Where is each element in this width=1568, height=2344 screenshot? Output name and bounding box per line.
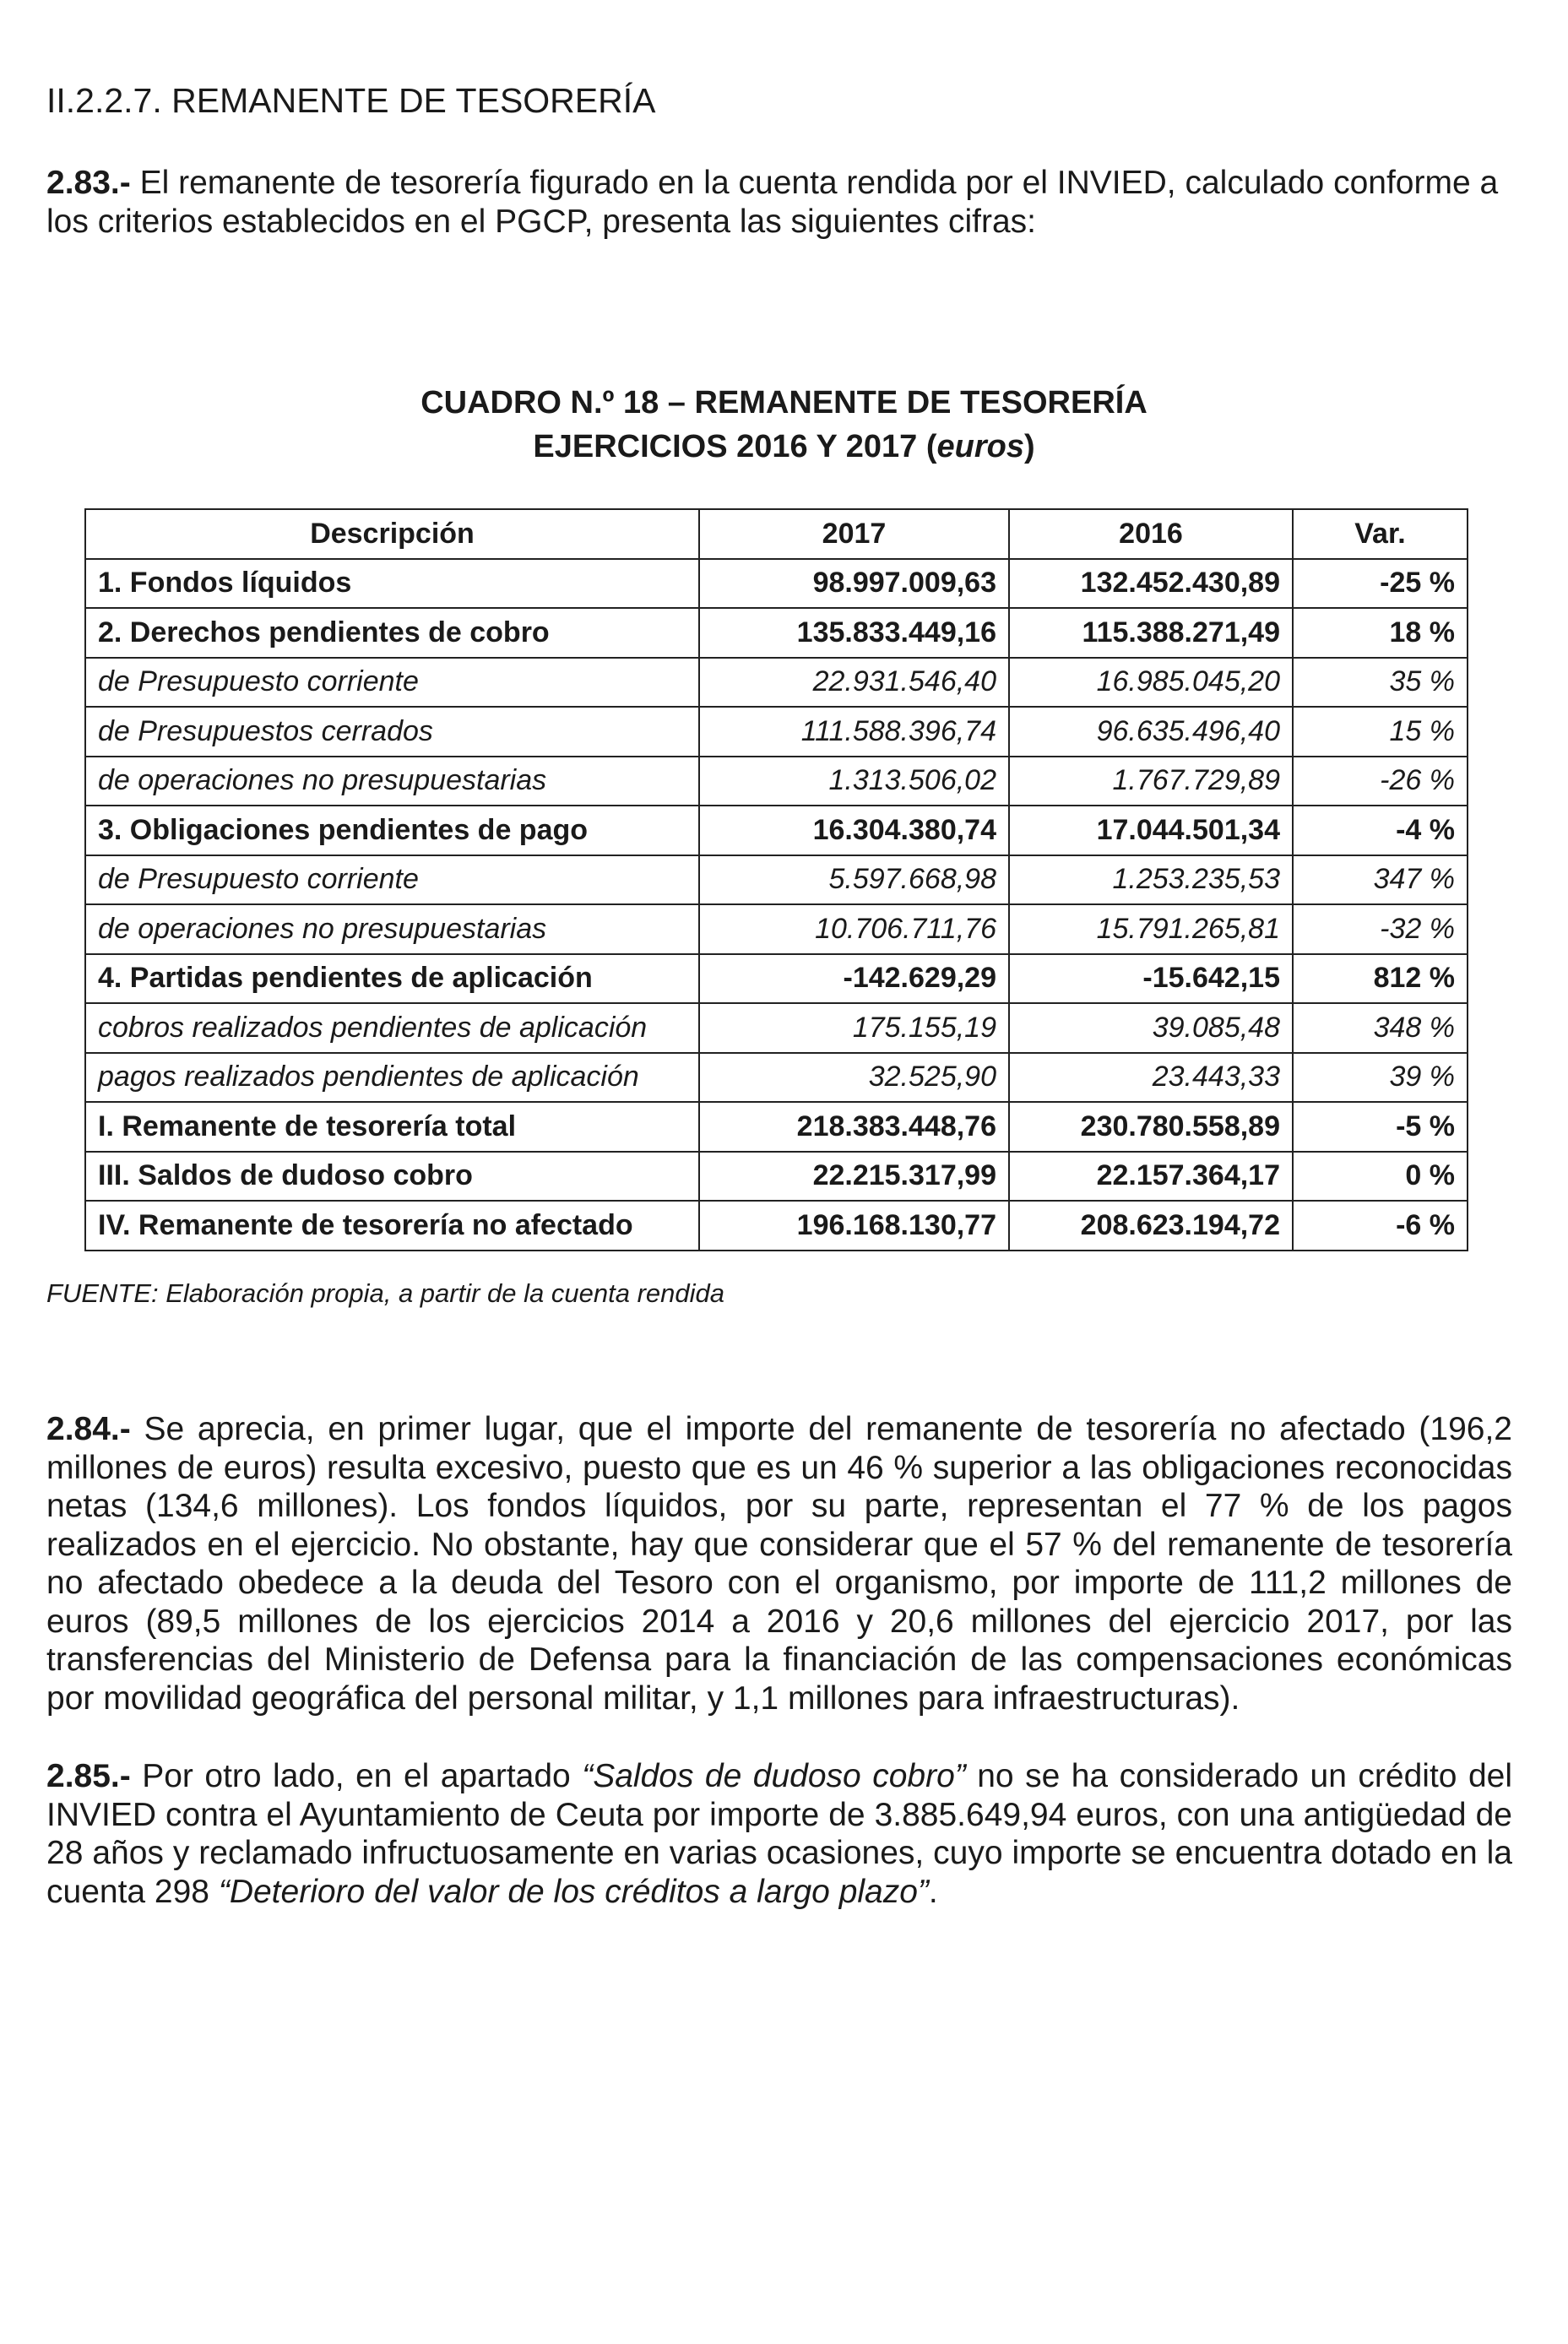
- cell-2016: 17.044.501,34: [1009, 806, 1293, 855]
- cell-2017: 22.215.317,99: [699, 1152, 1009, 1202]
- paragraph-2-85: [46, 1757, 1512, 1911]
- cell-2016: 1.767.729,89: [1009, 757, 1293, 806]
- header-var: Var.: [1293, 509, 1468, 559]
- cell-descripcion: 2. Derechos pendientes de cobro: [85, 608, 699, 658]
- header-descripcion: Descripción: [85, 509, 699, 559]
- cell-2016: 23.443,33: [1009, 1053, 1293, 1103]
- table-row: [85, 806, 1468, 855]
- cell-2017: 111.588.396,74: [699, 707, 1009, 757]
- paragraph-2-84: [46, 1410, 1512, 1717]
- table-source-note: FUENTE: Elaboración propia, a partir de la cuenta rendida: [46, 1278, 724, 1308]
- cell-descripcion: IV. Remanente de tesorería no afectado: [85, 1201, 699, 1251]
- paragraph-text: El remanente de tesorería figurado en la cuenta rendida por el INVIED, calculado conforme a los criterios establecidos en el PGCP, presenta las siguientes cifras:: [46, 165, 1499, 240]
- table-title-line1: CUADRO N.º 18 – REMANENTE DE TESORERÍA: [420, 385, 1148, 421]
- table-row: [85, 1201, 1468, 1251]
- cell-var: 347 %: [1293, 855, 1468, 905]
- table-row: [85, 707, 1468, 757]
- paragraph-text: Se aprecia, en primer lugar, que el importe del remanente de tesorería no afectado (196,2 millones de euros) resulta excesivo, puesto que es un 46 % superior a las obligaciones reconocidas netas (134,6 millones). Los fondos líquidos, por su parte, representan el 77 % de los pagos realizados en el ejercicio. No obstante, hay que considerar que el 57 % del remanente de tesorería no afectado obedece a la deuda del Tesoro con el organismo, por importe de 111,2 millones de euros (89,5 millones de los ejercicios 2014 a 2016 y 20,6 millones del ejercicio 2017, por las transferencias del Ministerio de Defensa para la financiación de las compensaciones económicas por movilidad geográfica del personal militar, y 1,1 millones para infraestructuras).: [46, 1411, 1512, 1717]
- cell-var: 812 %: [1293, 954, 1468, 1004]
- table-row: [85, 1003, 1468, 1053]
- cell-2017: 5.597.668,98: [699, 855, 1009, 905]
- paragraph-text: .: [928, 1873, 938, 1910]
- cell-2016: 208.623.194,72: [1009, 1201, 1293, 1251]
- cell-2017: 1.313.506,02: [699, 757, 1009, 806]
- cell-var: 18 %: [1293, 608, 1468, 658]
- remanente-table: [84, 508, 1468, 1251]
- cell-2016: 96.635.496,40: [1009, 707, 1293, 757]
- cell-descripcion: de operaciones no presupuestarias: [85, 904, 699, 954]
- cell-2017: 22.931.546,40: [699, 658, 1009, 708]
- cell-2016: 1.253.235,53: [1009, 855, 1293, 905]
- table-title-suffix: ): [1023, 429, 1035, 464]
- paragraph-text: Por otro lado, en el apartado: [130, 1758, 583, 1794]
- cell-descripcion: 4. Partidas pendientes de aplicación: [85, 954, 699, 1004]
- table-row: [85, 658, 1468, 708]
- table-row: [85, 954, 1468, 1004]
- cell-var: 0 %: [1293, 1152, 1468, 1202]
- cell-descripcion: de Presupuesto corriente: [85, 855, 699, 905]
- cell-2017: 10.706.711,76: [699, 904, 1009, 954]
- cell-var: 39 %: [1293, 1053, 1468, 1103]
- table-row: [85, 757, 1468, 806]
- table-row: [85, 559, 1468, 609]
- cell-2017: 196.168.130,77: [699, 1201, 1009, 1251]
- paragraph-2-83: [46, 164, 1512, 241]
- cell-2016: 115.388.271,49: [1009, 608, 1293, 658]
- cell-descripcion: pagos realizados pendientes de aplicación: [85, 1053, 699, 1103]
- cell-2017: 135.833.449,16: [699, 608, 1009, 658]
- cell-2017: 175.155,19: [699, 1003, 1009, 1053]
- table-body: [85, 559, 1468, 1251]
- cell-descripcion: 1. Fondos líquidos: [85, 559, 699, 609]
- table-title-line2: [0, 429, 1568, 465]
- cell-var: -5 %: [1293, 1102, 1468, 1152]
- table-title-units: euros: [936, 429, 1024, 464]
- table-row: [85, 608, 1468, 658]
- cell-2016: 230.780.558,89: [1009, 1102, 1293, 1152]
- paragraph-number: 2.83.-: [46, 165, 131, 201]
- table-row: [85, 855, 1468, 905]
- quoted-term: “Deterioro del valor de los créditos a largo plazo”: [218, 1873, 929, 1910]
- table-header-row: [85, 509, 1468, 559]
- cell-descripcion: 3. Obligaciones pendientes de pago: [85, 806, 699, 855]
- cell-2017: 32.525,90: [699, 1053, 1009, 1103]
- table-row: [85, 1102, 1468, 1152]
- cell-2016: 22.157.364,17: [1009, 1152, 1293, 1202]
- cell-2016: 132.452.430,89: [1009, 559, 1293, 609]
- table-row: [85, 1152, 1468, 1202]
- cell-var: -32 %: [1293, 904, 1468, 954]
- cell-2016: 15.791.265,81: [1009, 904, 1293, 954]
- cell-var: -4 %: [1293, 806, 1468, 855]
- cell-2017: 98.997.009,63: [699, 559, 1009, 609]
- cell-var: 35 %: [1293, 658, 1468, 708]
- cell-descripcion: I. Remanente de tesorería total: [85, 1102, 699, 1152]
- header-2016: 2016: [1009, 509, 1293, 559]
- cell-descripcion: de operaciones no presupuestarias: [85, 757, 699, 806]
- cell-var: -26 %: [1293, 757, 1468, 806]
- paragraph-number: 2.84.-: [46, 1411, 131, 1447]
- paragraph-number: 2.85.-: [46, 1758, 131, 1794]
- cell-var: 15 %: [1293, 707, 1468, 757]
- cell-var: -6 %: [1293, 1201, 1468, 1251]
- cell-descripcion: de Presupuestos cerrados: [85, 707, 699, 757]
- section-heading: II.2.2.7. REMANENTE DE TESORERÍA: [46, 81, 656, 120]
- cell-descripcion: de Presupuesto corriente: [85, 658, 699, 708]
- cell-2016: 16.985.045,20: [1009, 658, 1293, 708]
- table-title-prefix: EJERCICIOS 2016 Y 2017 (: [533, 429, 937, 464]
- cell-2017: 16.304.380,74: [699, 806, 1009, 855]
- table-row: [85, 1053, 1468, 1103]
- cell-var: -25 %: [1293, 559, 1468, 609]
- cell-2017: 218.383.448,76: [699, 1102, 1009, 1152]
- cell-2016: -15.642,15: [1009, 954, 1293, 1004]
- paragraph-text: no se ha considerado un crédito del INVIED contra el Ayuntamiento de Ceuta por importe de 3.885.649,94 euros, con una antigüedad de 28 años y reclamado infructuosamente en varias ocasiones, cuyo importe se encuentra dotado en la cuenta 298: [46, 1758, 1512, 1910]
- header-2017: 2017: [699, 509, 1009, 559]
- quoted-term: “Saldos de dudoso cobro”: [582, 1758, 966, 1794]
- cell-descripcion: III. Saldos de dudoso cobro: [85, 1152, 699, 1202]
- cell-var: 348 %: [1293, 1003, 1468, 1053]
- cell-2016: 39.085,48: [1009, 1003, 1293, 1053]
- cell-2017: -142.629,29: [699, 954, 1009, 1004]
- table-row: [85, 904, 1468, 954]
- cell-descripcion: cobros realizados pendientes de aplicación: [85, 1003, 699, 1053]
